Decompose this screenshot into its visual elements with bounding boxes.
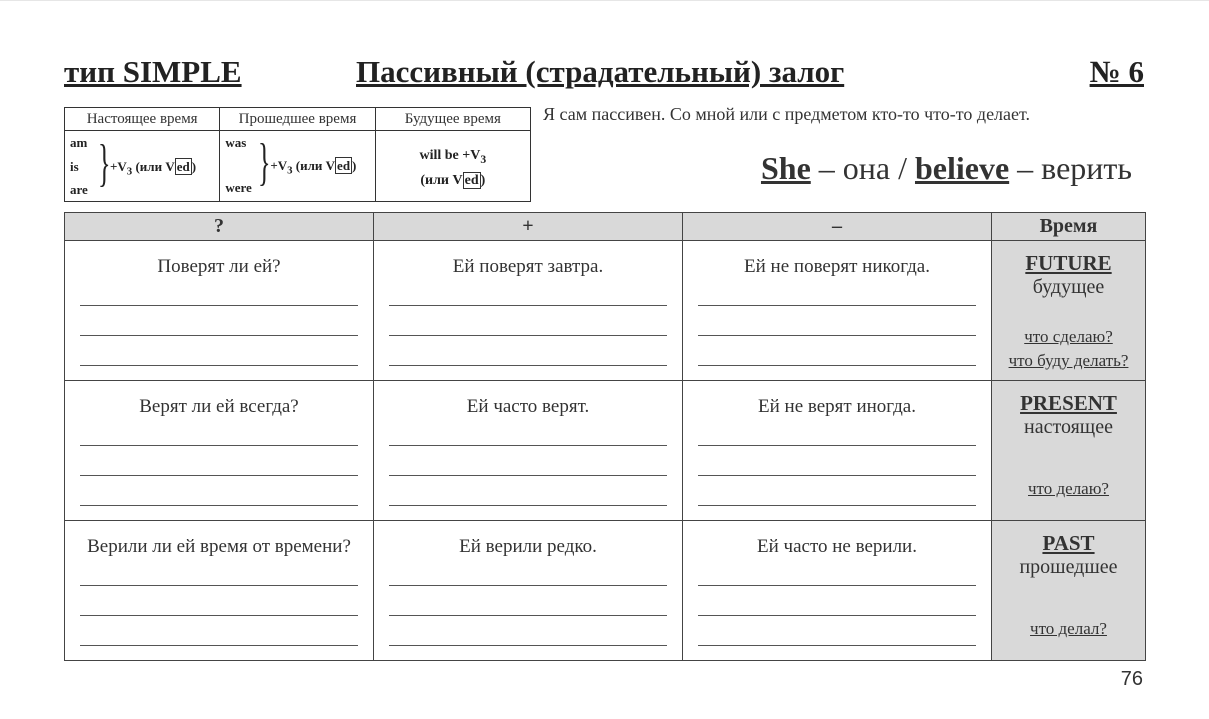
cell-positive[interactable] [374, 241, 683, 381]
tense-name: PRESENT [1020, 391, 1117, 415]
cell-question[interactable] [65, 381, 374, 521]
tense-translation: прошедшее [1019, 556, 1118, 578]
answer-line[interactable] [389, 505, 667, 506]
prompt-text: Верили ли ей время от времени? [87, 536, 351, 557]
exercise-table [64, 212, 1146, 661]
tense-hint: что делал? [1030, 619, 1107, 638]
cell-question[interactable] [65, 241, 374, 381]
table-row-future [65, 241, 1146, 381]
tense-hint: что сделаю? [1024, 327, 1113, 346]
answer-line[interactable] [389, 365, 667, 366]
brace-icon: } [258, 134, 271, 191]
tense-hint: что делаю? [1028, 479, 1109, 498]
tense-future [992, 241, 1146, 381]
tense-present [992, 381, 1146, 521]
answer-line[interactable] [80, 615, 358, 616]
answer-line[interactable] [389, 585, 667, 586]
answer-line[interactable] [698, 365, 976, 366]
tense-past [992, 521, 1146, 661]
prompt-text: Ей верили редко. [459, 536, 597, 557]
answer-line[interactable] [80, 445, 358, 446]
vocab-word-believe: believe [914, 150, 1010, 186]
tense-translation: будущее [1032, 276, 1105, 298]
table-row-present [65, 381, 1146, 521]
aux-am: am [70, 135, 88, 150]
vocab-word-she: She [760, 150, 811, 186]
header-question: ? [65, 213, 374, 241]
formula-future-rule: will be $+V_3$ (или V ed ) [419, 148, 487, 188]
answer-line[interactable] [80, 305, 358, 306]
formula-header [65, 108, 530, 131]
cell-positive[interactable] [374, 521, 683, 661]
header-negative: – [683, 213, 992, 241]
answer-line[interactable] [389, 645, 667, 646]
page-number: 76 [1120, 668, 1143, 690]
answer-line[interactable] [389, 445, 667, 446]
answer-line[interactable] [698, 445, 976, 446]
aux-is: is [70, 159, 79, 174]
prompt-text: Ей поверят завтра. [452, 256, 604, 277]
formula-col-future: Будущее время [404, 111, 501, 127]
answer-line[interactable] [80, 365, 358, 366]
tense-translation: настоящее [1024, 416, 1113, 438]
formula-present-rule: $+V_3$ (или V ed ) [110, 159, 197, 178]
table-row-past [65, 521, 1146, 661]
prompt-text: Поверят ли ей? [157, 256, 281, 277]
cell-positive[interactable] [374, 381, 683, 521]
header-tense: Время [992, 213, 1146, 241]
answer-line[interactable] [389, 615, 667, 616]
answer-line[interactable] [389, 305, 667, 306]
answer-line[interactable] [698, 645, 976, 646]
answer-line[interactable] [80, 585, 358, 586]
aux-were: were [225, 180, 252, 195]
answer-line[interactable] [80, 645, 358, 646]
answer-line[interactable] [80, 335, 358, 336]
answer-line[interactable] [698, 585, 976, 586]
prompt-text: Ей часто не верили. [757, 536, 917, 557]
top-border [0, 0, 1209, 1]
type-label: тип SIMPLE [64, 54, 242, 89]
answer-line[interactable] [698, 505, 976, 506]
lesson-number: № 6 [1089, 54, 1144, 89]
formula-present [65, 131, 220, 202]
cell-negative[interactable] [683, 381, 992, 521]
vocabulary: She – она / believe – верить [760, 150, 1132, 186]
answer-line[interactable] [698, 305, 976, 306]
tense-name: FUTURE [1025, 251, 1112, 275]
answer-line[interactable] [698, 475, 976, 476]
page-title: Пассивный (страдательный) залог [356, 54, 845, 89]
header-positive: + [374, 213, 683, 241]
formula-past [220, 131, 375, 202]
formula-past-rule: $+V_3$ (или V ed ) [270, 158, 357, 177]
aux-are: are [70, 182, 88, 197]
answer-line[interactable] [80, 475, 358, 476]
brace-icon: } [98, 135, 111, 192]
table-header-row [65, 213, 1146, 241]
prompt-text: Верят ли ей всегда? [139, 396, 299, 417]
cell-negative[interactable] [683, 521, 992, 661]
cell-question[interactable] [65, 521, 374, 661]
answer-line[interactable] [389, 475, 667, 476]
prompt-text: Ей часто верят. [466, 396, 590, 417]
aux-was: was [225, 135, 247, 150]
formula-body [65, 131, 530, 202]
formula-future [376, 131, 530, 202]
formula-col-present: Настоящее время [65, 108, 220, 130]
answer-line[interactable] [389, 335, 667, 336]
tense-hint: что буду делать? [1008, 351, 1129, 370]
tense-name: PAST [1042, 531, 1095, 555]
prompt-text: Ей не поверят никогда. [744, 256, 930, 277]
formula-col-past: Прошедшее время [220, 108, 375, 130]
prompt-text: Ей не верят иногда. [758, 396, 916, 417]
answer-line[interactable] [80, 505, 358, 506]
cell-negative[interactable] [683, 241, 992, 381]
passive-note: Я сам пассивен. Со мной или с предметом кто-то что-то делает. [543, 104, 1031, 124]
answer-line[interactable] [698, 615, 976, 616]
formula-table [64, 107, 531, 202]
answer-line[interactable] [698, 335, 976, 336]
